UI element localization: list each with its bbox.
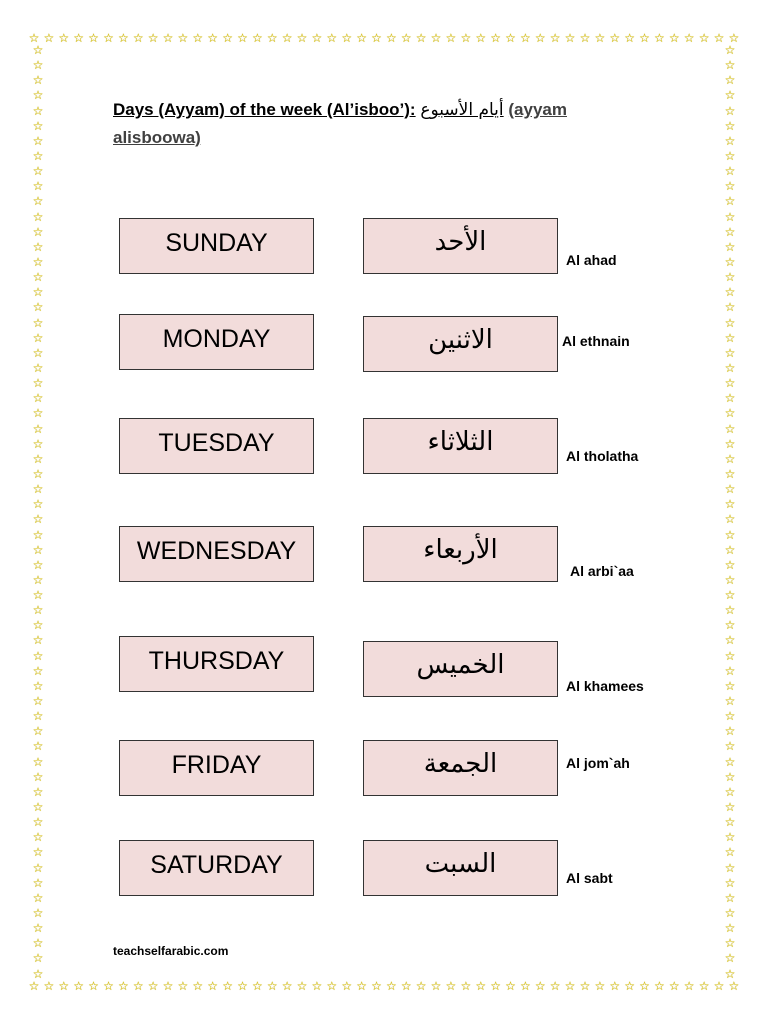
transliteration-label: Al khamees [566,678,644,694]
star-icon: ☆ [724,936,736,951]
star-icon: ☆ [594,979,606,993]
star-icon: ☆ [549,979,561,993]
star-icon: ☆ [32,133,44,148]
star-icon: ☆ [103,979,114,993]
star-icon: ☆ [490,31,501,45]
star-icon: ☆ [32,845,44,860]
arabic-day-label: الاثنين [428,325,493,355]
star-icon: ☆ [724,466,736,481]
star-icon: ☆ [724,784,736,799]
star-icon: ☆ [430,979,442,993]
star-icon: ☆ [713,979,725,993]
english-day-box [119,218,314,274]
star-icon: ☆ [724,133,736,148]
transliteration-label: Al ahad [566,252,617,268]
transliteration-label: Al ethnain [562,333,630,349]
star-icon: ☆ [58,979,70,993]
star-icon: ☆ [147,31,159,45]
star-icon: ☆ [32,497,44,512]
star-icon: ☆ [724,769,736,784]
star-icon: ☆ [724,391,736,406]
star-icon: ☆ [32,58,44,73]
star-icon: ☆ [177,31,189,45]
star-icon: ☆ [32,315,44,330]
star-icon: ☆ [490,979,501,993]
star-icon: ☆ [32,542,44,557]
english-day-label: MONDAY [162,325,271,353]
star-icon: ☆ [207,31,219,45]
star-icon: ☆ [564,31,576,45]
star-icon: ☆ [162,979,174,993]
english-day-box [119,526,314,582]
star-icon: ☆ [222,31,233,45]
star-icon: ☆ [724,451,736,466]
arabic-day-label: الأربعاء [423,535,498,565]
arabic-day-label: الجمعة [423,749,498,779]
star-icon: ☆ [724,330,736,345]
star-icon: ☆ [32,830,44,845]
star-icon: ☆ [32,436,44,451]
star-icon: ☆ [32,421,44,436]
star-icon: ☆ [32,663,44,678]
star-icon: ☆ [32,815,44,830]
star-icon: ☆ [400,979,412,993]
star-icon: ☆ [32,482,44,497]
star-icon: ☆ [341,31,353,45]
star-icon: ☆ [624,979,635,993]
star-icon: ☆ [32,330,44,345]
star-icon: ☆ [724,376,736,391]
star-icon: ☆ [724,209,736,224]
star-icon: ☆ [192,31,204,45]
star-icon: ☆ [724,906,736,921]
star-icon: ☆ [28,31,40,45]
star-icon: ☆ [594,31,606,45]
star-icon: ☆ [32,466,44,481]
star-icon: ☆ [430,31,442,45]
star-icon: ☆ [579,979,591,993]
star-icon: ☆ [724,633,736,648]
star-icon: ☆ [724,830,736,845]
star-icon: ☆ [724,315,736,330]
star-icon: ☆ [724,179,736,194]
star-icon: ☆ [724,845,736,860]
english-day-label: TUESDAY [158,429,275,457]
english-day-box [119,314,314,370]
star-icon: ☆ [724,194,736,209]
star-icon: ☆ [371,31,382,45]
star-icon: ☆ [724,73,736,88]
star-icon: ☆ [32,44,44,57]
english-day-box [119,740,314,796]
star-icon: ☆ [505,979,516,993]
star-icon: ☆ [724,921,736,936]
star-icon: ☆ [371,979,382,993]
star-icon: ☆ [296,31,308,45]
star-icon: ☆ [724,678,736,693]
star-icon: ☆ [32,527,44,542]
star-icon: ☆ [32,890,44,905]
star-border-bottom [28,978,740,994]
star-icon: ☆ [724,360,736,375]
star-icon: ☆ [32,451,44,466]
star-icon: ☆ [32,224,44,239]
star-icon: ☆ [724,224,736,239]
star-icon: ☆ [356,979,367,993]
arabic-day-box [363,641,558,697]
star-icon: ☆ [32,270,44,285]
star-icon: ☆ [654,31,665,45]
star-icon: ☆ [32,285,44,300]
star-icon: ☆ [32,951,44,966]
star-icon: ☆ [32,800,44,815]
star-icon: ☆ [698,31,710,45]
star-icon: ☆ [668,31,680,45]
star-icon: ☆ [683,31,695,45]
transliteration-label: Al tholatha [566,448,639,464]
arabic-day-label: الأحد [434,227,487,257]
star-icon: ☆ [724,103,736,118]
star-icon: ☆ [32,148,44,163]
star-icon: ☆ [724,254,736,269]
star-icon: ☆ [724,118,736,133]
star-icon: ☆ [32,921,44,936]
star-icon: ☆ [724,239,736,254]
star-icon: ☆ [32,73,44,88]
star-icon: ☆ [385,979,397,993]
star-icon: ☆ [724,875,736,890]
star-icon: ☆ [460,31,472,45]
star-icon: ☆ [579,31,591,45]
star-icon: ☆ [58,31,70,45]
website-footer: teachselfarabic.com [113,944,229,958]
star-icon: ☆ [724,406,736,421]
star-icon: ☆ [32,557,44,572]
page-title [113,96,633,152]
star-icon: ☆ [222,979,233,993]
star-icon: ☆ [724,270,736,285]
star-icon: ☆ [698,979,710,993]
star-icon: ☆ [609,979,621,993]
star-icon: ☆ [534,31,546,45]
star-icon: ☆ [520,979,531,993]
english-day-label: SATURDAY [150,851,283,879]
star-icon: ☆ [400,31,412,45]
arabic-day-box [363,218,558,274]
star-icon: ☆ [609,31,621,45]
arabic-day-box [363,740,558,796]
star-icon: ☆ [713,31,725,45]
english-day-label: WEDNESDAY [136,537,297,565]
star-icon: ☆ [724,724,736,739]
star-icon: ☆ [311,31,323,45]
star-icon: ☆ [341,979,353,993]
star-icon: ☆ [32,572,44,587]
star-icon: ☆ [43,979,55,993]
star-icon: ☆ [724,588,736,603]
star-icon: ☆ [73,31,85,45]
star-icon: ☆ [32,906,44,921]
star-icon: ☆ [32,345,44,360]
star-icon: ☆ [132,31,144,45]
star-icon: ☆ [32,194,44,209]
title-arabic: أيام الأسبوع [420,100,504,120]
star-icon: ☆ [505,31,516,45]
star-icon: ☆ [32,88,44,103]
star-icon: ☆ [724,709,736,724]
star-icon: ☆ [724,436,736,451]
star-icon: ☆ [32,391,44,406]
star-icon: ☆ [445,979,457,993]
star-icon: ☆ [475,979,487,993]
star-icon: ☆ [639,979,650,993]
english-day-label: SUNDAY [165,229,268,257]
arabic-day-label: الثلاثاء [427,427,494,457]
star-icon: ☆ [32,739,44,754]
star-icon: ☆ [32,254,44,269]
star-icon: ☆ [32,860,44,875]
star-icon: ☆ [415,979,427,993]
star-icon: ☆ [445,31,457,45]
star-icon: ☆ [385,31,397,45]
star-icon: ☆ [724,951,736,966]
star-icon: ☆ [32,633,44,648]
star-icon: ☆ [326,979,338,993]
star-icon: ☆ [724,148,736,163]
star-icon: ☆ [724,663,736,678]
star-icon: ☆ [724,542,736,557]
star-icon: ☆ [724,527,736,542]
star-icon: ☆ [683,979,695,993]
english-day-label: FRIDAY [171,751,262,779]
star-icon: ☆ [32,209,44,224]
star-icon: ☆ [724,694,736,709]
english-day-box [119,840,314,896]
star-icon: ☆ [32,648,44,663]
star-border-left [30,44,46,980]
star-icon: ☆ [88,979,99,993]
star-icon: ☆ [415,31,427,45]
star-icon: ☆ [32,512,44,527]
star-icon: ☆ [32,300,44,315]
star-icon: ☆ [266,31,278,45]
star-icon: ☆ [103,31,114,45]
star-icon: ☆ [32,875,44,890]
star-icon: ☆ [32,709,44,724]
arabic-day-label: الخميس [416,650,505,680]
star-icon: ☆ [724,739,736,754]
star-icon: ☆ [251,979,263,993]
star-icon: ☆ [281,31,293,45]
star-icon: ☆ [724,345,736,360]
star-icon: ☆ [32,694,44,709]
star-icon: ☆ [624,31,635,45]
star-icon: ☆ [32,724,44,739]
star-icon: ☆ [724,557,736,572]
star-icon: ☆ [207,979,219,993]
transliteration-label: Al sabt [566,870,613,886]
star-icon: ☆ [32,179,44,194]
star-icon: ☆ [32,618,44,633]
arabic-day-box [363,316,558,372]
star-icon: ☆ [724,88,736,103]
arabic-day-label: السبت [424,849,497,879]
star-icon: ☆ [728,31,740,45]
star-icon: ☆ [564,979,576,993]
star-icon: ☆ [728,979,740,993]
star-icon: ☆ [534,979,546,993]
star-icon: ☆ [520,31,531,45]
star-icon: ☆ [43,31,55,45]
star-icon: ☆ [32,239,44,254]
star-icon: ☆ [724,754,736,769]
star-icon: ☆ [724,572,736,587]
star-icon: ☆ [32,603,44,618]
star-icon: ☆ [356,31,367,45]
star-icon: ☆ [177,979,189,993]
star-icon: ☆ [549,31,561,45]
star-icon: ☆ [724,58,736,73]
star-icon: ☆ [724,44,736,57]
star-icon: ☆ [475,31,487,45]
star-icon: ☆ [32,118,44,133]
star-icon: ☆ [32,784,44,799]
arabic-day-box [363,526,558,582]
star-icon: ☆ [32,754,44,769]
star-icon: ☆ [281,979,293,993]
star-icon: ☆ [724,966,736,980]
star-icon: ☆ [724,800,736,815]
star-icon: ☆ [32,936,44,951]
star-icon: ☆ [724,285,736,300]
star-icon: ☆ [724,815,736,830]
star-icon: ☆ [266,979,278,993]
arabic-day-box [363,418,558,474]
star-icon: ☆ [32,376,44,391]
star-icon: ☆ [32,164,44,179]
english-day-label: THURSDAY [148,647,285,675]
star-icon: ☆ [32,966,44,980]
star-icon: ☆ [251,31,263,45]
star-icon: ☆ [724,300,736,315]
star-icon: ☆ [237,31,248,45]
star-icon: ☆ [296,979,308,993]
title-english: Days (Ayyam) of the week (Al’isboo’): [113,100,416,119]
star-icon: ☆ [32,103,44,118]
transliteration-label: Al arbi`aa [570,563,634,579]
transliteration-label: Al jom`ah [566,755,630,771]
star-icon: ☆ [237,979,248,993]
star-border-right [722,44,738,980]
star-icon: ☆ [724,603,736,618]
star-icon: ☆ [724,421,736,436]
star-icon: ☆ [460,979,472,993]
star-icon: ☆ [117,31,129,45]
star-icon: ☆ [724,860,736,875]
star-icon: ☆ [724,890,736,905]
star-icon: ☆ [311,979,323,993]
star-icon: ☆ [192,979,204,993]
arabic-day-box [363,840,558,896]
star-icon: ☆ [147,979,159,993]
star-icon: ☆ [32,588,44,603]
star-icon: ☆ [73,979,85,993]
title-translit-2: alisboowa) [113,128,201,147]
star-icon: ☆ [724,512,736,527]
star-icon: ☆ [654,979,665,993]
star-icon: ☆ [162,31,174,45]
star-icon: ☆ [88,31,99,45]
star-icon: ☆ [724,482,736,497]
star-icon: ☆ [724,648,736,663]
star-icon: ☆ [668,979,680,993]
star-icon: ☆ [724,618,736,633]
star-icon: ☆ [724,497,736,512]
star-icon: ☆ [724,164,736,179]
star-icon: ☆ [639,31,650,45]
star-icon: ☆ [32,406,44,421]
star-icon: ☆ [32,678,44,693]
star-border-top [28,30,740,46]
english-day-box [119,418,314,474]
star-icon: ☆ [326,31,338,45]
star-icon: ☆ [132,979,144,993]
title-translit-1: (ayyam [508,100,567,119]
star-icon: ☆ [32,769,44,784]
star-icon: ☆ [32,360,44,375]
english-day-box [119,636,314,692]
star-icon: ☆ [117,979,129,993]
star-icon: ☆ [28,979,40,993]
